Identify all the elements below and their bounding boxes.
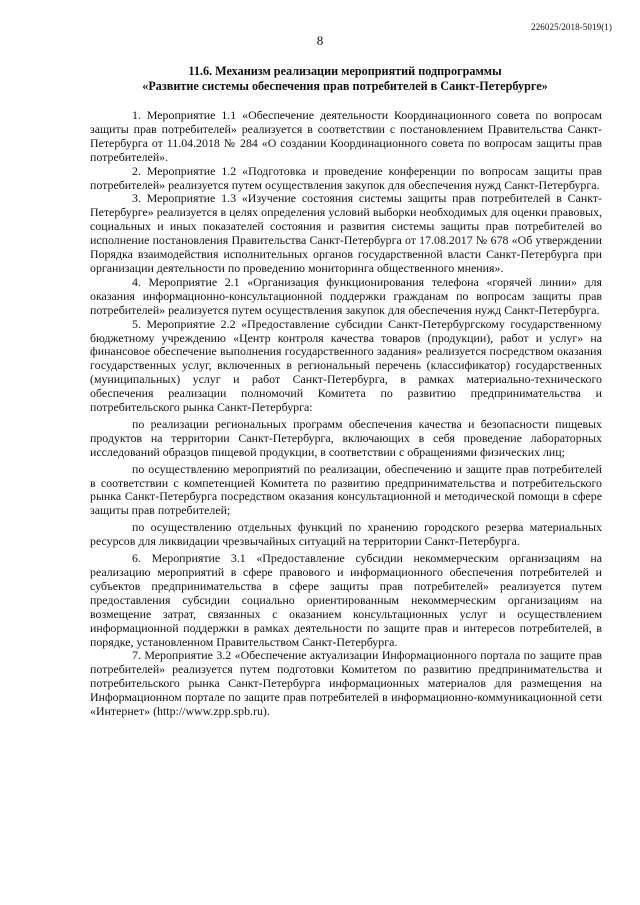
section-heading-line-2: «Развитие системы обеспечения прав потребителей в Санкт-Петербурге» <box>142 79 548 93</box>
paragraph-7: 7. Мероприятие 3.2 «Обеспечение актуализации Информационного портала по защите прав потребителей» реализуется путем подготовки Комитетом по развитию предпринимательства и потребительского рынка Санкт-Петербурга информационных материалов для размещения на Информационном портале по защите прав потребителей в информационно-коммуникационной сети «Интернет» (http://www.zpp.spb.ru). <box>90 648 602 719</box>
document-body <box>90 109 602 719</box>
paragraph-5: 5. Мероприятие 2.2 «Предоставление субсидии Санкт-Петербургскому государственному бюджетному учреждению «Центр контроля качества товаров (продукции), работ и услуг» на финансовое обеспечение выполнения государственного задания» реализуется посредством оказания государственных услуг, включенных в региональный перечень (классификатор) государственных (муниципальных) услуг и работ Санкт-Петербурга, в рамках материально-технического обеспечения реализации полномочий Комитета по развитию предпринимательства и потребительского рынка Санкт-Петербурга: <box>90 316 602 415</box>
paragraph-4: 4. Мероприятие 2.1 «Организация функционирования телефона «горячей линии» для оказания информационно-консультационной поддержки гражданам по вопросам защиты прав потребителей» реализуется путем осуществления закупок для обеспечения нужд Санкт-Петербурга. <box>90 274 602 317</box>
paragraph-3: 3. Мероприятие 1.3 «Изучение состояния системы защиты прав потребителей в Санкт-Петербурге» реализуется в целях определения условий выборки необходимых для оценки правовых, социальных и иных показателей состояния и развития системы защиты прав потребителей во исполнение постановления Правительства Санкт-Петербурга от 17.08.2017 № 678 «Об утверждении Порядка взаимодействия исполнительных органов государственной власти Санкт-Петербурга при организации деятельности по проведению мониторинга общественного мнения». <box>90 191 602 275</box>
page-number: 8 <box>316 33 324 48</box>
paragraph-6: 6. Мероприятие 3.1 «Предоставление субсидии некоммерческим организациям на реализацию мероприятий в сфере правового и информационного обеспечения потребителей и субъектов предпринимательства в сфере защиты прав потребителей» реализуется путем предоставления субсидии социально ориентированным некоммерческим организациям на возмещение затрат, связанных с оказанием консультационных услуг и осуществлением информационной поддержки в рамках деятельности по защите прав и интересов потребителей, в порядке, установленном Правительством Санкт-Петербурга. <box>90 551 602 649</box>
document-registration-number: 226025/2018-5019(1) <box>531 22 612 32</box>
section-heading-line-1: 11.6. Механизм реализации мероприятий подпрограммы <box>188 64 502 78</box>
paragraph-5-item-1: по реализации региональных программ обеспечения качества и безопасности пищевых продуктов на территории Санкт-Петербурга, включающих в себя проведение лабораторных исследований образцов пищевой продукции, в соответствии с обращениями физических лиц; <box>90 416 602 459</box>
section-heading <box>90 64 600 94</box>
paragraph-1: 1. Мероприятие 1.1 «Обеспечение деятельности Координационного совета по вопросам защиты прав потребителей» реализуется в соответствии с постановлением Правительства Санкт-Петербурга от 11.04.2018 № 284 «О создании Координационного совета по вопросам защиты прав потребителей». <box>90 108 602 164</box>
paragraph-5-item-2: по осуществлению мероприятий по реализации, обеспечению и защите прав потребителей в соответствии с компетенцией Комитета по развитию предпринимательства и потребительского рынка Санкт-Петербурга посредством оказания консультационной и методической помощи в сфере защиты прав потребителей; <box>90 461 602 518</box>
paragraph-5-item-3: по осуществлению отдельных функций по хранению городского резерва материальных ресурсов для ликвидации чрезвычайных ситуаций на территории Санкт-Петербурга. <box>90 520 602 549</box>
paragraph-2: 2. Мероприятие 1.2 «Подготовка и проведение конференции по вопросам защиты прав потребителей» реализуется путем осуществления закупок для обеспечения нужд Санкт-Петербурга. <box>90 163 602 192</box>
